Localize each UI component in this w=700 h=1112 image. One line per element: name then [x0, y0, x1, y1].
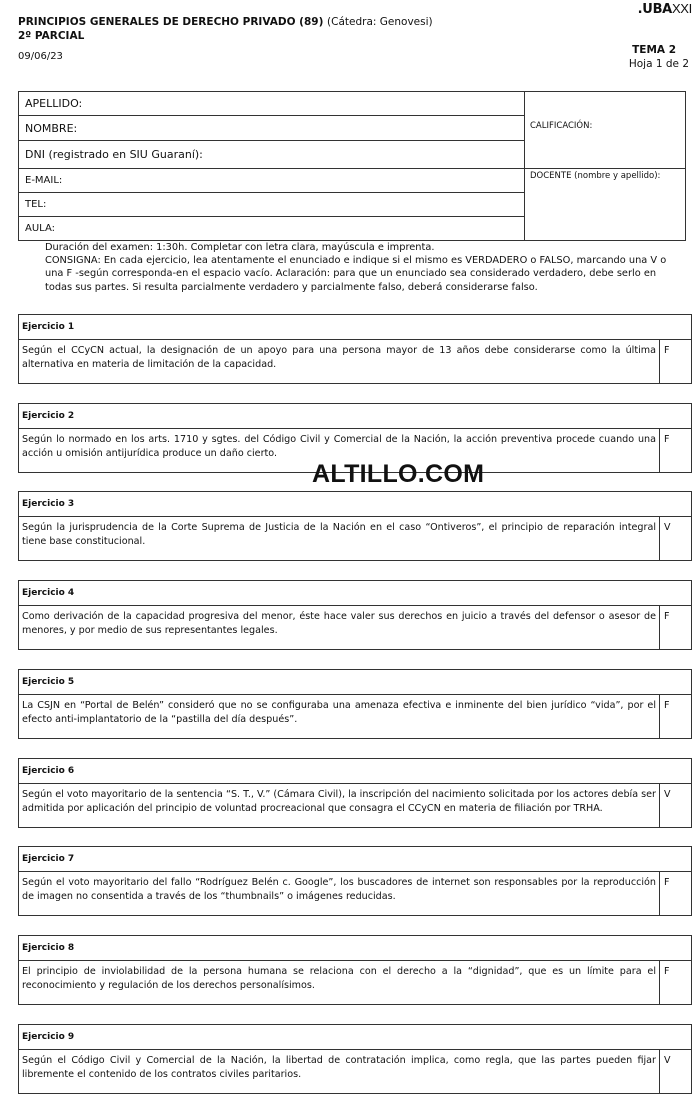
student-info-box: [18, 91, 686, 241]
exercise-title: Ejercicio 6: [19, 759, 691, 784]
exercise-title: Ejercicio 9: [19, 1025, 691, 1050]
nombre-field[interactable]: NOMBRE:: [19, 116, 524, 141]
exercise-statement: Según el voto mayoritario del fallo “Rodríguez Belén c. Google”, los buscadores de internet son responsables por la reproducción de imagen no consentida a través de los “thumbnails” o imágenes reducidas.: [19, 872, 660, 915]
answer-box[interactable]: V: [664, 789, 671, 800]
exercise-7: [18, 846, 692, 916]
dni-field[interactable]: DNI (registrado en SIU Guaraní):: [19, 141, 524, 169]
apellido-field[interactable]: APELLIDO:: [19, 92, 524, 116]
page-indicator: Hoja 1 de 2: [628, 58, 689, 70]
exercise-statement: Según el voto mayoritario de la sentencia “S. T., V.” (Cámara Civil), la inscripción del nacimiento solicitada por los actores debía ser admitida por aplicación del principio de voluntad procreacional que consagra el CCyCN en materia de filiación por TRHA.: [19, 784, 660, 827]
answer-box[interactable]: F: [664, 434, 670, 445]
exercise-3: [18, 491, 692, 561]
exercise-statement: Como derivación de la capacidad progresiva del menor, éste hace valer sus derechos en juicio a través del defensor o asesor de menores, y por medio de sus representantes legales.: [19, 606, 660, 649]
watermark-text: ALTILLO.COM: [312, 460, 485, 488]
exercise-5: [18, 669, 692, 739]
exercise-statement: Según lo normado en los arts. 1710 y sgtes. del Código Civil y Comercial de la Nación, la acción preventiva procede cuando una acción u omisión antijurídica produce un daño cierto.: [19, 429, 660, 472]
exercise-statement: El principio de inviolabilidad de la persona humana se relaciona con el derecho a la “dignidad”, que es un límite para el reconocimiento y regulación de los derechos personalísimos.: [19, 961, 660, 1004]
email-field[interactable]: E-MAIL:: [19, 169, 524, 193]
exercise-title: Ejercicio 4: [19, 581, 691, 606]
exercise-title: Ejercicio 1: [19, 315, 691, 340]
answer-box[interactable]: V: [664, 522, 671, 533]
exercise-9: [18, 1024, 692, 1094]
exercise-6: [18, 758, 692, 828]
exercise-title: Ejercicio 7: [19, 847, 691, 872]
aula-field[interactable]: AULA:: [25, 223, 55, 234]
exercise-8: [18, 935, 692, 1005]
consigna-text: CONSIGNA: En cada ejercicio, lea atentamente el enunciado e indique si el mismo es VERDADERO o FALSO, marcando una V o una F -según corresponda-en el espacio vacío. Aclaración: para que un enunciado sea considerado verdadero, debe serlo en todas sus partes. Si resulta parcialmente verdadero y parcialmente falso, deberá considerarse falso.: [45, 255, 667, 293]
exercise-title: Ejercicio 8: [19, 936, 691, 961]
exercise-statement: Según la jurisprudencia de la Corte Suprema de Justicia de la Nación en el caso “Ontiveros”, el principio de reparación integral tiene base constitucional.: [19, 517, 660, 560]
duration-text: Duración del examen: 1:30h. Completar con letra clara, mayúscula e imprenta.: [45, 242, 435, 253]
answer-box[interactable]: F: [664, 877, 670, 888]
calificacion-field[interactable]: CALIFICACIÓN:: [525, 92, 685, 169]
answer-box[interactable]: F: [664, 966, 670, 977]
uba-xxi-logo: .UBAXXI: [637, 1, 692, 17]
instructions: [45, 241, 670, 294]
exercise-4: [18, 580, 692, 650]
student-fields: [19, 92, 525, 240]
answer-box[interactable]: F: [664, 345, 670, 356]
exercise-title: Ejercicio 2: [19, 404, 691, 429]
tel-field[interactable]: TEL:: [19, 193, 524, 217]
exercise-title: Ejercicio 3: [19, 492, 691, 517]
tema-label: TEMA 2: [632, 44, 676, 56]
exercise-statement: La CSJN en “Portal de Belén” consideró que no se configuraba una amenaza efectiva e inminente del bien jurídico “vida”, por el efecto anti-implantatorio de la “pastilla del día después”.: [19, 695, 660, 738]
exam-date: 09/06/23: [18, 51, 63, 62]
answer-box[interactable]: F: [664, 700, 670, 711]
exam-type: 2º PARCIAL: [18, 30, 85, 42]
answer-box[interactable]: F: [664, 611, 670, 622]
exercise-title: Ejercicio 5: [19, 670, 691, 695]
exercise-statement: Según el CCyCN actual, la designación de un apoyo para una persona mayor de 13 años debe considerarse como la última alternativa en materia de limitación de la capacidad.: [19, 340, 660, 383]
docente-field[interactable]: DOCENTE (nombre y apellido):: [530, 171, 661, 181]
catedra: (Cátedra: Genovesi): [327, 16, 433, 28]
exercise-statement: Según el Código Civil y Comercial de la Nación, la libertad de contratación implica, como regla, que las partes pueden fijar libremente el contenido de los contratos civiles paritarios.: [19, 1050, 660, 1093]
course-title: PRINCIPIOS GENERALES DE DERECHO PRIVADO (89) (Cátedra: Genovesi): [18, 16, 433, 28]
exercise-1: [18, 314, 692, 384]
answer-box[interactable]: V: [664, 1055, 671, 1066]
